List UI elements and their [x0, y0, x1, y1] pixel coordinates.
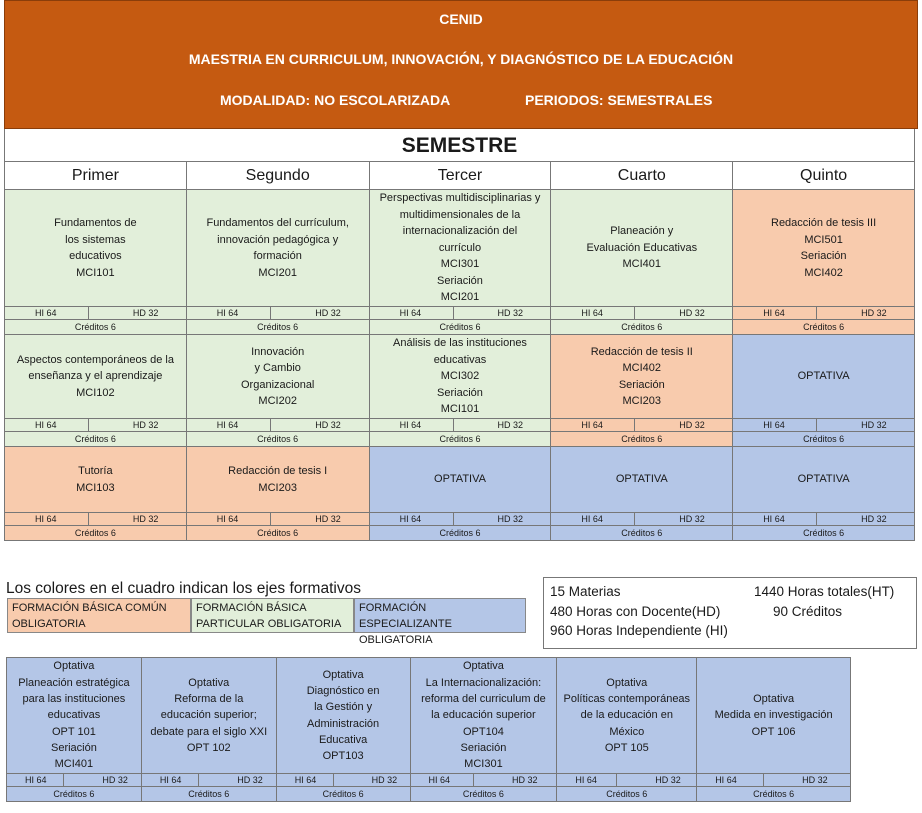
credits-cell: Créditos 6: [7, 787, 142, 802]
optativa-cell: [142, 658, 277, 774]
hi-label: HI 64: [411, 774, 474, 786]
hi-label: HI 64: [277, 774, 334, 786]
hours-cell: [551, 419, 733, 432]
hi-label: HI 64: [551, 307, 635, 319]
credits-cell: Créditos 6: [697, 787, 851, 802]
subject-cell: [733, 447, 915, 513]
curriculum-grid: [4, 129, 915, 541]
credits-cell: Créditos 6: [733, 432, 915, 447]
hi-label: HI 64: [551, 513, 635, 525]
optativa-cell: [557, 658, 697, 774]
hd-label: HD 32: [511, 775, 538, 785]
hours-cell: [551, 307, 733, 320]
program-title: MAESTRIA EN CURRICULUM, INNOVACIÓN, Y DIAGNÓSTICO DE LA EDUCACIÓN: [188, 51, 734, 67]
subject-text: Innovación y Cambio Organizacional MCI202: [241, 345, 315, 407]
hd-label: HD 32: [132, 420, 159, 430]
semester-header-0: Primer: [5, 162, 187, 190]
subject-cell: [187, 447, 370, 513]
hours-cell: [733, 307, 915, 320]
subject-row-1: [5, 335, 915, 419]
subject-text: OPTATIVA: [797, 473, 850, 486]
semester-header-row: [5, 162, 915, 190]
hd-label: HD 32: [861, 514, 887, 524]
subject-cell: [187, 190, 370, 307]
credits-cell: Créditos 6: [551, 320, 733, 335]
hi-label: HI 64: [187, 419, 271, 431]
subject-text: Fundamentos del currículum, innovación pedagógica y formación MCI201: [206, 217, 349, 279]
hours-cell: [733, 513, 915, 526]
optativa-text: Optativa Reforma de la educación superior; debate para el siglo XXI OPT 102: [150, 676, 268, 754]
credits-cell: Créditos 6: [733, 526, 915, 541]
optativas-table: [6, 657, 851, 802]
hi-label: HI 64: [370, 307, 454, 319]
subject-cell: [733, 335, 915, 419]
summary-docente-hours: 480 Horas con Docente(HD): [550, 603, 721, 619]
hd-label: HD 32: [371, 775, 398, 785]
hd-label: HD 32: [861, 420, 887, 430]
credits-cell: Créditos 6: [5, 526, 187, 541]
credits-row: [5, 320, 915, 335]
optativas-row: [7, 658, 851, 802]
hi-label: HI 64: [5, 419, 89, 431]
optativa-column: [277, 658, 411, 802]
semester-title: SEMESTRE: [5, 129, 915, 162]
hours-cell: [142, 774, 277, 787]
hours-cell: [187, 307, 370, 320]
hi-label: HI 64: [142, 774, 199, 786]
hd-label: HD 32: [315, 514, 341, 524]
hours-cell: [277, 774, 411, 787]
credits-cell: Créditos 6: [5, 432, 187, 447]
credits-row: [5, 526, 915, 541]
hours-cell: [187, 513, 370, 526]
optativa-text: Optativa La Internacionalización: reforma del curriculum de la educación superior OPT104 Seriación MCI301: [421, 660, 546, 771]
hi-label: HI 64: [733, 307, 817, 319]
optativa-text: Optativa Planeación estratégica para las instituciones educativas OPT 101 Seriación MCI401: [18, 660, 130, 771]
summary-total-hours: 1440 Horas totales(HT): [754, 584, 895, 599]
hours-cell: [370, 513, 552, 526]
subject-cell: [551, 190, 733, 307]
credits-cell: Créditos 6: [370, 526, 552, 541]
credits-cell: Créditos 6: [5, 320, 187, 335]
hd-label: HD 32: [655, 775, 681, 785]
hi-label: HI 64: [7, 774, 64, 786]
credits-cell: Créditos 6: [370, 432, 552, 447]
subject-text: OPTATIVA: [434, 473, 486, 486]
semester-header-2: Tercer: [370, 162, 552, 190]
hi-label: HI 64: [370, 513, 454, 525]
program-header: [4, 0, 918, 129]
hd-label: HD 32: [802, 775, 828, 785]
credits-row: [5, 432, 915, 447]
semester-header-1: Segundo: [187, 162, 370, 190]
optativa-text: Optativa Medida en investigación OPT 106: [714, 693, 833, 738]
summary-independent-hours: 960 Horas Independiente (HI): [550, 623, 728, 638]
hi-label: HI 64: [557, 774, 617, 786]
summary-materias: 15 Materias: [550, 584, 621, 599]
summary-credits: 90 Créditos: [773, 603, 843, 619]
hours-cell: [557, 774, 697, 787]
hd-label: HD 32: [132, 514, 159, 524]
hd-label: HD 32: [132, 308, 159, 318]
hours-cell: [370, 307, 552, 320]
hi-label: HI 64: [733, 419, 817, 431]
institution-name: CENID: [439, 11, 483, 27]
legend-item-1: FORMACIÓN BÁSICA PARTICULAR OBLIGATORIA: [191, 598, 354, 633]
subject-cell: [370, 335, 552, 419]
optativa-column: [7, 658, 142, 802]
hours-row: [5, 419, 915, 432]
hours-cell: [5, 513, 187, 526]
hd-label: HD 32: [315, 420, 341, 430]
subject-cell: [370, 447, 552, 513]
credits-cell: Créditos 6: [277, 787, 411, 802]
subject-text: Perspectivas multidisciplinarias y multidimensionales de la internacionalización del currículo MCI301 Seriación MCI201: [379, 192, 541, 304]
optativa-column: [697, 658, 851, 802]
legend-item-0: FORMACIÓN BÁSICA COMÚN OBLIGATORIA: [7, 598, 191, 633]
hours-row: [5, 513, 915, 526]
subject-text: Fundamentos de los sistemas educativos MCI101: [54, 217, 137, 279]
legend-item-2: FORMACIÓN ESPECIALIZANTE OBLIGATORIA: [354, 598, 526, 633]
subject-text: Redacción de tesis I MCI203: [228, 465, 328, 494]
hours-cell: [733, 419, 915, 432]
credits-cell: Créditos 6: [411, 787, 558, 802]
hi-label: HI 64: [733, 513, 817, 525]
periods-label: PERIODOS: SEMESTRALES: [525, 92, 713, 108]
semester-header-4: Quinto: [733, 162, 915, 190]
subject-cell: [5, 447, 187, 513]
credits-cell: Créditos 6: [733, 320, 915, 335]
modality-label: MODALIDAD: NO ESCOLARIZADA: [220, 92, 451, 108]
hi-label: HI 64: [551, 419, 635, 431]
credits-cell: Créditos 6: [370, 320, 552, 335]
hours-row: [5, 307, 915, 320]
hd-label: HD 32: [861, 308, 887, 318]
hd-label: HD 32: [102, 775, 128, 785]
hd-label: HD 32: [679, 420, 705, 430]
credits-cell: Créditos 6: [187, 432, 370, 447]
subject-text: Aspectos contemporáneos de la enseñanza y el aprendizaje MCI102: [16, 353, 174, 399]
hd-label: HD 32: [679, 514, 705, 524]
subject-text: OPTATIVA: [615, 473, 668, 486]
hi-label: HI 64: [5, 307, 89, 319]
subject-text: OPTATIVA: [797, 370, 850, 383]
optativa-cell: [697, 658, 851, 774]
optativa-text: Optativa Diagnóstico en la Gestión y Administración Educativa OPT103: [306, 668, 380, 763]
hours-cell: [187, 419, 370, 432]
optativa-cell: [411, 658, 558, 774]
credits-cell: Créditos 6: [187, 526, 370, 541]
subject-text: Planeación y Evaluación Educativas MCI401: [586, 225, 698, 271]
legend-title: Los colores en el cuadro indican los ejes formativos: [6, 580, 361, 597]
subject-cell: [370, 190, 552, 307]
hours-cell: [697, 774, 851, 787]
subject-row-2: [5, 447, 915, 513]
hd-label: HD 32: [497, 420, 524, 430]
optativa-text: Optativa Políticas contemporáneas de la educación en México OPT 105: [563, 676, 691, 754]
credits-cell: Créditos 6: [551, 526, 733, 541]
subject-cell: [733, 190, 915, 307]
color-legend: [7, 598, 526, 646]
subject-text: Redacción de tesis III MCI501 Seriación MCI402: [771, 217, 877, 279]
hi-label: HI 64: [187, 307, 271, 319]
subject-cell: [5, 190, 187, 307]
hours-cell: [5, 307, 187, 320]
credits-cell: Créditos 6: [142, 787, 277, 802]
hi-label: HI 64: [5, 513, 89, 525]
optativa-cell: [277, 658, 411, 774]
hours-cell: [411, 774, 558, 787]
hours-cell: [5, 419, 187, 432]
subject-text: Tutoría MCI103: [76, 465, 115, 494]
hd-label: HD 32: [497, 514, 524, 524]
hd-label: HD 32: [237, 775, 263, 785]
hours-cell: [370, 419, 552, 432]
optativa-column: [142, 658, 277, 802]
hi-label: HI 64: [187, 513, 271, 525]
hd-label: HD 32: [679, 308, 705, 318]
hi-label: HI 64: [697, 774, 764, 786]
hours-cell: [7, 774, 142, 787]
subject-cell: [187, 335, 370, 419]
credits-cell: Créditos 6: [551, 432, 733, 447]
summary-box: [543, 577, 917, 649]
credits-cell: Créditos 6: [187, 320, 370, 335]
optativa-column: [557, 658, 697, 802]
hd-label: HD 32: [497, 308, 524, 318]
semester-header-3: Cuarto: [551, 162, 733, 190]
hours-cell: [551, 513, 733, 526]
optativa-column: [411, 658, 558, 802]
hi-label: HI 64: [370, 419, 454, 431]
subject-cell: [551, 335, 733, 419]
credits-cell: Créditos 6: [557, 787, 697, 802]
subject-text: Redacción de tesis II MCI402 Seriación MCI203: [590, 345, 693, 407]
optativa-cell: [7, 658, 142, 774]
subject-text: Análisis de las instituciones educativas MCI302 Seriación MCI101: [393, 337, 527, 416]
subject-row-0: [5, 190, 915, 307]
subject-cell: [5, 335, 187, 419]
subject-cell: [551, 447, 733, 513]
hd-label: HD 32: [315, 308, 341, 318]
